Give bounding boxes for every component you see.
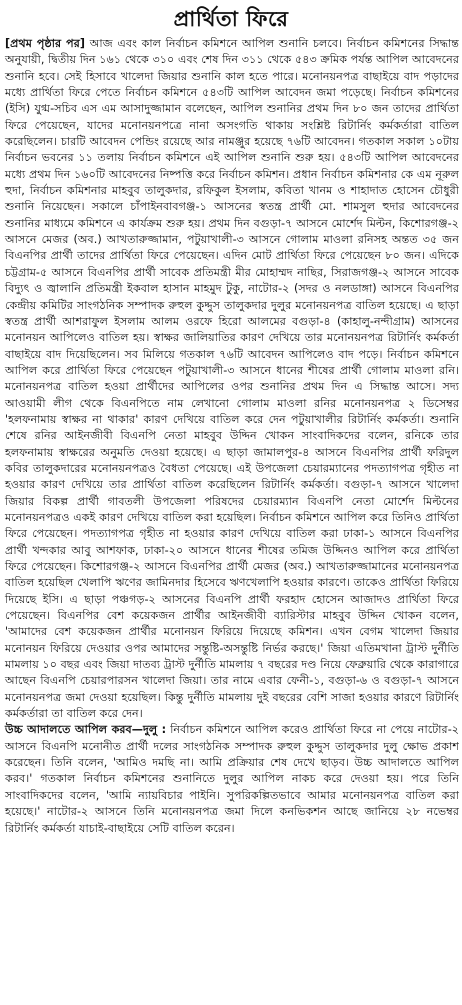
headline: প্রার্থিতা ফিরে [173,7,289,31]
paragraph-2-text: নির্বাচন কমিশনে আপিল করেও প্রার্থিতা ফিরে না পেয়ে নাটোর-২ আসনে বিএনপি মনোনীত প্রার্থী দলের সাংগঠনিক সম্পাদক রুহুল কুদ্দুস তালুকদার দুলু ক্ষোভ প্রকাশ করেছেন। তিনি বলেন, 'আমিও দমছি না। আমি প্রক্রিয়ার শেষ দেখে ছাড়ব। উচ্চ আদালতে আপিল করব।' গতকাল নির্বাচন কমিশনের শুনানিতে দুলুর আপিল নাকচ করে দেওয়া হয়। পরে তিনি সাংবাদিকদের বলেন, 'আমি ন্যায়বিচার পাইনি। সুপরিকল্পিতভাবে আমার মনোনয়নপত্র বাতিল করা হয়েছে।' নাটোর-২ আসনে তিনি মনোনয়নপত্র জমা দিলে কনভিকশন আছে জানিয়ে ২৮ নভেম্বর রিটার্নিং কর্মকর্তা যাচাই-বাছাইয়ে সেটি বাতিল করেন। [5,723,459,835]
subheading: উচ্চ আদালতে আপিল করব—দুলু : [5,723,167,737]
article-body [5,36,459,837]
continuation-marker: [প্রথম পৃষ্ঠার পর] [5,37,86,50]
paragraph-1-text: আজ এবং কাল নির্বাচন কমিশনে আপিল শুনানি চলবে। নির্বাচন কমিশনের সিদ্ধান্ত অনুযায়ী, দ্বিতীয় দিন ১৬১ থেকে ৩১০ এবং শেষ দিন ৩১১ থেকে ৫৪৩ ক্রমিক পর্যন্ত আপিল আবেদনের শুনানি হবে। সেই হিসাবে খালেদা জিয়ার শুনানি কাল হতে পারে। মনোনয়নপত্র বাছাইয়ে বাদ পড়াদের মধ্যে প্রার্থিতা ফিরে পেতে নির্বাচন কমিশনে ৫৪৩টি আপিল আবেদন জমা পড়েছে। নির্বাচন কমিশনের (ইসি) যুগ্ম-সচিব এস এম আসাদুজ্জামান বলেছেন, আপিল শুনানির প্রথম দিন ৮০ জন তাদের প্রার্থিতা ফিরে পেয়েছেন, যাদের মনোনয়নপত্রে নানা অসংগতি থাকায় সংশ্লিষ্ট রিটার্নিং কর্মকর্তারা বাতিল করেছিলেন। চারটি আবেদন পেন্ডিং রয়েছে আর নামঞ্জুর হয়েছে ৭৬টি আবেদন। গতকাল সকাল ১০টায় নির্বাচন ভবনের ১১ তলায় নির্বাচন কমিশনে এই আপিল শুনানি শুরু হয়। ৫৪৩টি আপিল আবেদনের মধ্যে প্রথম দিন ১৬০টি আবেদনের নিষ্পত্তি করে নির্বাচন কমিশন। প্রধান নির্বাচন কমিশনার কে এম নূরুল হুদা, নির্বাচন কমিশনার মাহবুব তালুকদার, রফিকুল ইসলাম, কবিতা খানম ও শাহাদাত হোসেন চৌধুরী শুনানি নিয়েছেন। সকালে চাঁপাইনবাবগঞ্জ-১ আসনের স্বতন্ত্র প্রার্থী মো. শামসুল হুদার আবেদনের শুনানির মাধ্যমে কমিশনে এ কার্যক্রম শুরু হয়। প্রথম দিন বগুড়া-৭ আসনে মোর্শেদ মিল্টন, কিশোরগঞ্জ-২ আসনে মেজর (অব.) আখতারুজ্জামান, পটুয়াখালী-৩ আসনে গোলাম মাওলা রনিসহ অন্তত ৩৫ জন বিএনপির প্রার্থী তাদের প্রার্থিতা ফিরে পেয়েছেন। এদিন মোট প্রার্থিতা ফিরে পেয়েছেন ৮০ জন। এদিকে চট্টগ্রাম-৫ আসনে বিএনপির প্রার্থী সাবেক প্রতিমন্ত্রী মীর মোহাম্মদ নাছির, সিরাজগঞ্জ-২ আসনে সাবেক বিদ্যুৎ ও জ্বালানি প্রতিমন্ত্রী ইকবাল হাসান মাহমুদ টুকু, নাটোর-২ (সদর ও নলডাঙ্গা) আসনে বিএনপির কেন্দ্রীয় কমিটির সাংগঠনিক সম্পাদক রুহুল কুদ্দুস তালুকদার দুলুর মনোনয়নপত্র বাতিল হয়েছে। এ ছাড়া স্বতন্ত্র প্রার্থী আশরাফুল ইসলাম আলম ওরফে হিরো আলমের বগুড়া-৪ (কাহালু-নন্দীগ্রাম) আসনের মনোনয়ন আপিলেও বাতিল হয়। স্বাক্ষর জালিয়াতির কারণ দেখিয়ে তার মনোনয়নপত্র রিটার্নিং কর্মকর্তা বাছাইয়ে বাদ দিয়েছিলেন। সব মিলিয়ে গতকাল ৭৬টি আবেদন আপিলেও বাদ পড়ে। নির্বাচন কমিশনে আপিল করে প্রার্থিতা ফিরে পেয়েছেন পটুয়াখালী-৩ আসনে ধানের শীষের প্রার্থী গোলাম মাওলা রনি। মনোনয়নপত্র বাতিল হওয়া প্রার্থীদের আপিলের ওপর শুনানির প্রথম দিন এ সিদ্ধান্ত আসে। সদ্য আওয়ামী লীগ থেকে বিএনপিতে নাম লেখানো গোলাম মাওলা রনির মনোনয়নপত্র ২ ডিসেম্বর 'হলফনামায় স্বাক্ষর না থাকার' কারণ দেখিয়ে বাতিল করে দেন পটুয়াখালীর রিটার্নিং কর্মকর্তা। শুনানি শেষে রনির আইনজীবী বিএনপি নেতা মাহবুব উদ্দিন খোকন সাংবাদিকদের বলেন, রনিকে তার হলফনামায় স্বাক্ষরের অনুমতি দেওয়া হয়েছে। এ ছাড়া জামালপুর-৪ আসনে বিএনপির প্রার্থী ফরিদুল কবির তালুকদারের মনোনয়নপত্রও বৈধতা পেয়েছে। এই উপজেলা চেয়ারম্যানের পদত্যাগপত্র গৃহীত না হওয়ার কারণ দেখিয়ে তার প্রার্থিতা বাতিল করেছিলেন রিটার্নিং কর্মকর্তা। বগুড়া-৭ আসনে খালেদা জিয়ার বিকল্প প্রার্থী গাবতলী উপজেলা পরিষদের চেয়ারম্যান বিএনপি নেতা মোর্শেদ মিল্টনের মনোনয়নপত্রও একই কারণ দেখিয়ে বাতিল করা হয়েছিল। নির্বাচন কমিশনে আপিল করে তিনিও প্রার্থিতা ফিরে পেয়েছেন। পদত্যাগপত্র গৃহীত না হওয়ার কারণ দেখিয়ে বাতিল করা ঢাকা-১ আসনে বিএনপির প্রার্থী খন্দকার আবু আশফাক, ঢাকা-২০ আসনে ধানের শীষের তমিজ উদ্দিনও আপিল করে প্রার্থিতা ফিরে পেয়েছেন। কিশোরগঞ্জ-২ আসনে বিএনপির প্রার্থী মেজর (অব.) আখতারুজ্জামানের মনোনয়নপত্র বাতিল হয়েছিল খেলাপি ঋণের জামিনদার হিসেবে ঋণখেলাপি হওয়ার কারণে। তাকেও প্রার্থিতা ফিরিয়ে দিয়েছে ইসি। এ ছাড়া পঞ্চগড়-২ আসনের বিএনপি প্রার্থী ফরহাদ হোসেন আজাদও প্রার্থিতা ফিরে পেয়েছেন। বিএনপির বেশ কয়েকজন প্রার্থীর আইনজীবী ব্যারিস্টার মাহবুব উদ্দিন খোকন বলেন, 'আমাদের বেশ কয়েকজন প্রার্থীর মনোনয়ন ফিরিয়ে দিয়েছে কমিশন। এখন বেগম খালেদা জিয়ার মনোনয়ন ফিরিয়ে দেওয়ার ওপর আমাদের সন্তুষ্টি-অসন্তুষ্টি নির্ভর করছে।' জিয়া এতিমখানা ট্রাস্ট দুর্নীতি মামলায় ১০ বছর এবং জিয়া দাতব্য ট্রাস্ট দুর্নীতি মামলায় ৭ বছরের দণ্ড নিয়ে ফেব্রুয়ারি থেকে কারাগারে আছেন বিএনপি চেয়ারপারসন খালেদা জিয়া। তার নামে এবার ফেনী-১, বগুড়া-৬ ও বগুড়া-৭ আসনে মনোনয়নপত্র জমা দেওয়া হয়েছিল। কিন্তু দুর্নীতি মামলায় দুই বছরের বেশি সাজা হওয়ার কারণে রিটার্নিং কর্মকর্তারা তা বাতিল করে দেন। [5,37,459,721]
paragraph-2 [5,722,459,836]
paragraph-1 [5,36,459,722]
